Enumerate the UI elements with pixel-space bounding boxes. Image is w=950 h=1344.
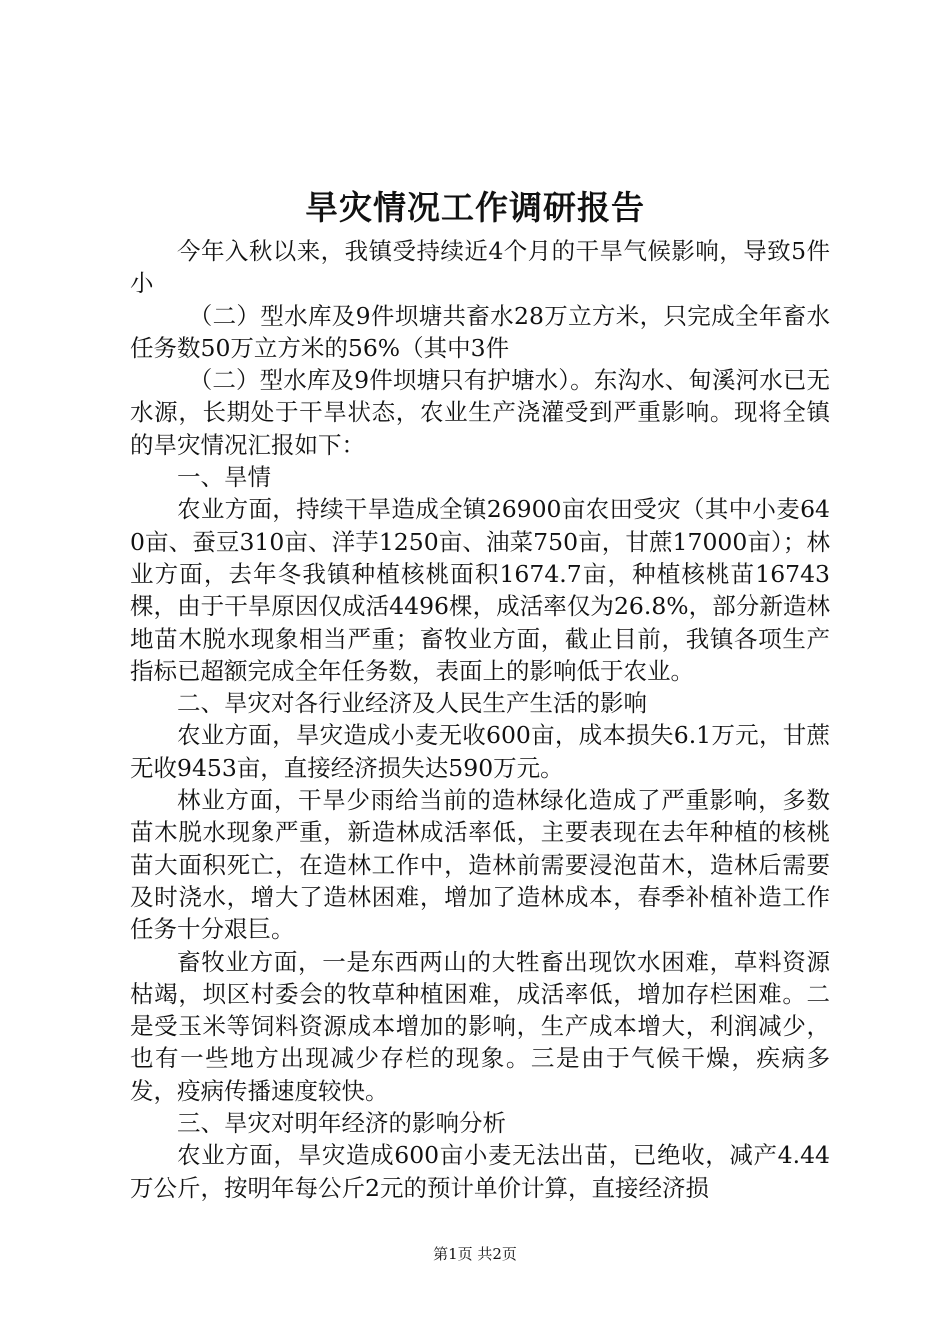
paragraph-intro: 今年入秋以来，我镇受持续近4个月的干旱气候影响，导致5件小 [130, 237, 830, 298]
section-heading-drought: 一、旱情 [177, 463, 271, 492]
document-title: 旱灾情况工作调研报告 [305, 188, 645, 227]
document-body [130, 235, 830, 1204]
paragraph-agriculture-impact: 农业方面，旱灾造成小麦无收600亩，成本损失6.1万元，甘蔗无收9453亩，直接经济损失达590万元。 [130, 721, 830, 782]
paragraph-drought-details: 农业方面，持续干旱造成全镇26900亩农田受灾（其中小麦640亩、蚕豆310亩、洋芋1250亩、油菜750亩，甘蔗17000亩）；林业方面，去年冬我镇种植核桃面积1674.7亩，种植核桃苗16743棵，由于干旱原因仅成活4496棵，成活率仅为26.8%，部分新造林地苗木脱水现象相当严重；畜牧业方面，截止目前，我镇各项生产指标已超额完成全年任务数，表面上的影响低于农业。 [130, 495, 830, 685]
paragraph-reservoir-status: （二）型水库及9件坝塘只有护塘水）。东沟水、甸溪河水已无水源，长期处于干旱状态，农业生产浇灌受到严重影响。现将全镇的旱灾情况汇报如下： [130, 366, 830, 459]
paragraph-reservoir-storage: （二）型水库及9件坝塘共畜水28万立方米，只完成全年畜水任务数50万立方米的56%（其中3件 [130, 301, 830, 362]
paragraph-next-year-agriculture: 农业方面，旱灾造成600亩小麦无法出苗，已绝收，减产4.44万公斤，按明年每公斤2元的预计单价计算，直接经济损 [130, 1141, 830, 1202]
section-heading-impact: 二、旱灾对各行业经济及人民生产生活的影响 [177, 689, 647, 718]
page-number-footer: 第1页 共2页 [433, 1245, 517, 1263]
paragraph-forestry-impact: 林业方面，干旱少雨给当前的造林绿化造成了严重影响，多数苗木脱水现象严重，新造林成活率低，主要表现在去年种植的核桃苗大面积死亡，在造林工作中，造林前需要浸泡苗木，造林后需要及时浇水，增大了造林困难，增加了造林成本，春季补植补造工作任务十分艰巨。 [130, 786, 830, 944]
paragraph-livestock-impact: 畜牧业方面，一是东西两山的大牲畜出现饮水困难，草料资源枯竭，坝区村委会的牧草种植困难，成活率低，增加存栏困难。二是受玉米等饲料资源成本增加的影响，生产成本增大，利润减少，也有一些地方出现减少存栏的现象。三是由于气候干燥，疾病多发，疫病传播速度较快。 [130, 947, 830, 1105]
section-heading-next-year: 三、旱灾对明年经济的影响分析 [177, 1109, 506, 1138]
